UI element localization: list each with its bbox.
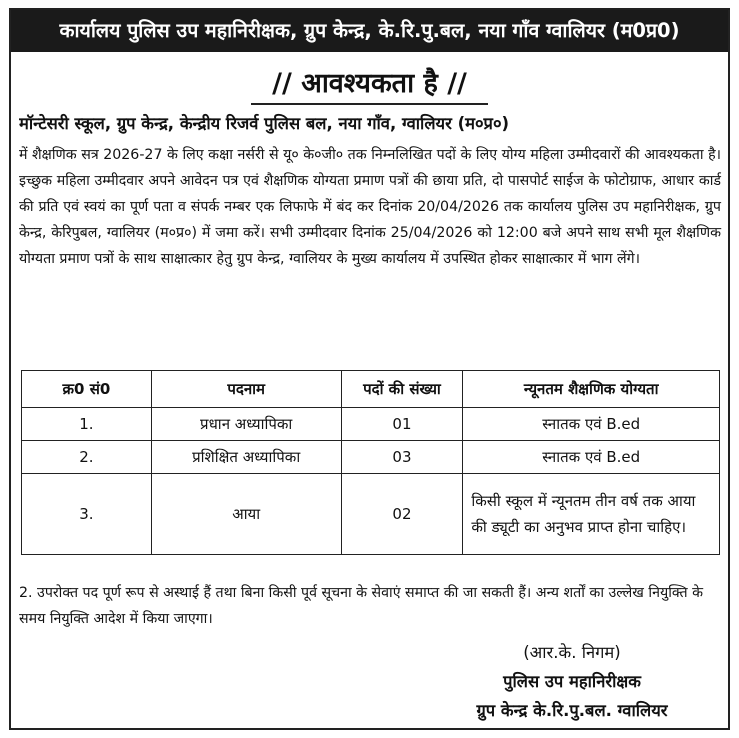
cell-serial: 1. bbox=[22, 408, 152, 441]
table-row bbox=[22, 474, 720, 555]
signature-block bbox=[442, 638, 702, 725]
advertisement-body: में शैक्षणिक सत्र 2026-27 के लिए कक्षा नर्सरी से यू० के०जी० तक निम्नलिखित पदों के लिए योग्य महिला उम्मीदवारों की आवश्यकता है। इच्छुक महिला उम्मीदवार अपने आवेदन पत्र एवं शैक्षणिक योग्यता प्रमाण पत्रों की छाया प्रति, दो पासपोर्ट साईज के फोटोग्राफ, आधार कार्ड की प्रति एवं स्वयं का पूर्ण पता व संपर्क नम्बर एक लिफाफे में बंद कर दिनांक 20/04/2026 तक कार्यालय पुलिस उप महानिरीक्षक, ग्रुप केन्द्र, केरिपुबल, ग्वालियर (म०प्र०) में जमा करें। सभी उम्मीदवार दिनांक 25/04/2026 को 12:00 बजे अपने साथ सभी मूल शैक्षणिक योग्यता प्रमाण पत्रों के साथ साक्षात्कार हेतु ग्रुप केन्द्र, ग्वालियर के मुख्य कार्यालय में उपस्थित होकर साक्षात्कार में भाग लेंगे। bbox=[19, 147, 721, 267]
header-qualification: न्यूनतम शैक्षणिक योग्यता bbox=[463, 371, 720, 408]
table-row bbox=[22, 408, 720, 441]
header-serial: क्र0 सं0 bbox=[22, 371, 152, 408]
signatory-office: ग्रुप केन्द्र के.रि.पु.बल. ग्वालियर bbox=[476, 701, 668, 720]
school-name: मॉन्टेसरी स्कूल, ग्रुप केन्द्र, केन्द्रीय रिजर्व पुलिस बल, नया गाँव, ग्वालियर (म०प्र०) bbox=[19, 114, 510, 133]
office-header: कार्यालय पुलिस उप महानिरीक्षक, ग्रुप केन्द्र, के.रि.पु.बल, नया गाँव ग्वालियर (म0प्र0) bbox=[11, 10, 728, 52]
cell-qualification: किसी स्कूल में न्यूनतम तीन वर्ष तक आया की ड्यूटी का अनुभव प्राप्त होना चाहिए। bbox=[463, 474, 720, 555]
cell-count: 03 bbox=[341, 441, 463, 474]
terms-note: 2. उपरोक्त पद पूर्ण रूप से अस्थाई हैं तथा बिना किसी पूर्व सूचना के सेवाएं समाप्त की जा सकती हैं। अन्य शर्तों का उल्लेख नियुक्ति के समय नियुक्ति आदेश में किया जाएगा। bbox=[19, 585, 703, 627]
requirement-headline: // आवश्यकता है // bbox=[272, 68, 467, 99]
cell-post: प्रधान अध्यापिका bbox=[151, 408, 341, 441]
cell-qualification: स्नातक एवं B.ed bbox=[463, 441, 720, 474]
headline-underline bbox=[251, 103, 488, 105]
cell-post: प्रशिक्षित अध्यापिका bbox=[151, 441, 341, 474]
cell-count: 02 bbox=[341, 474, 463, 555]
cell-post: आया bbox=[151, 474, 341, 555]
cell-serial: 3. bbox=[22, 474, 152, 555]
table-header-row bbox=[22, 371, 720, 408]
signatory-designation: पुलिस उप महानिरीक्षक bbox=[503, 672, 641, 691]
table-row bbox=[22, 441, 720, 474]
header-post: पदनाम bbox=[151, 371, 341, 408]
vacancy-table bbox=[21, 370, 720, 555]
advertisement-border bbox=[9, 8, 730, 730]
header-count: पदों की संख्या bbox=[341, 371, 463, 408]
cell-qualification: स्नातक एवं B.ed bbox=[463, 408, 720, 441]
cell-serial: 2. bbox=[22, 441, 152, 474]
cell-count: 01 bbox=[341, 408, 463, 441]
signatory-name: (आर.के. निगम) bbox=[523, 643, 621, 662]
